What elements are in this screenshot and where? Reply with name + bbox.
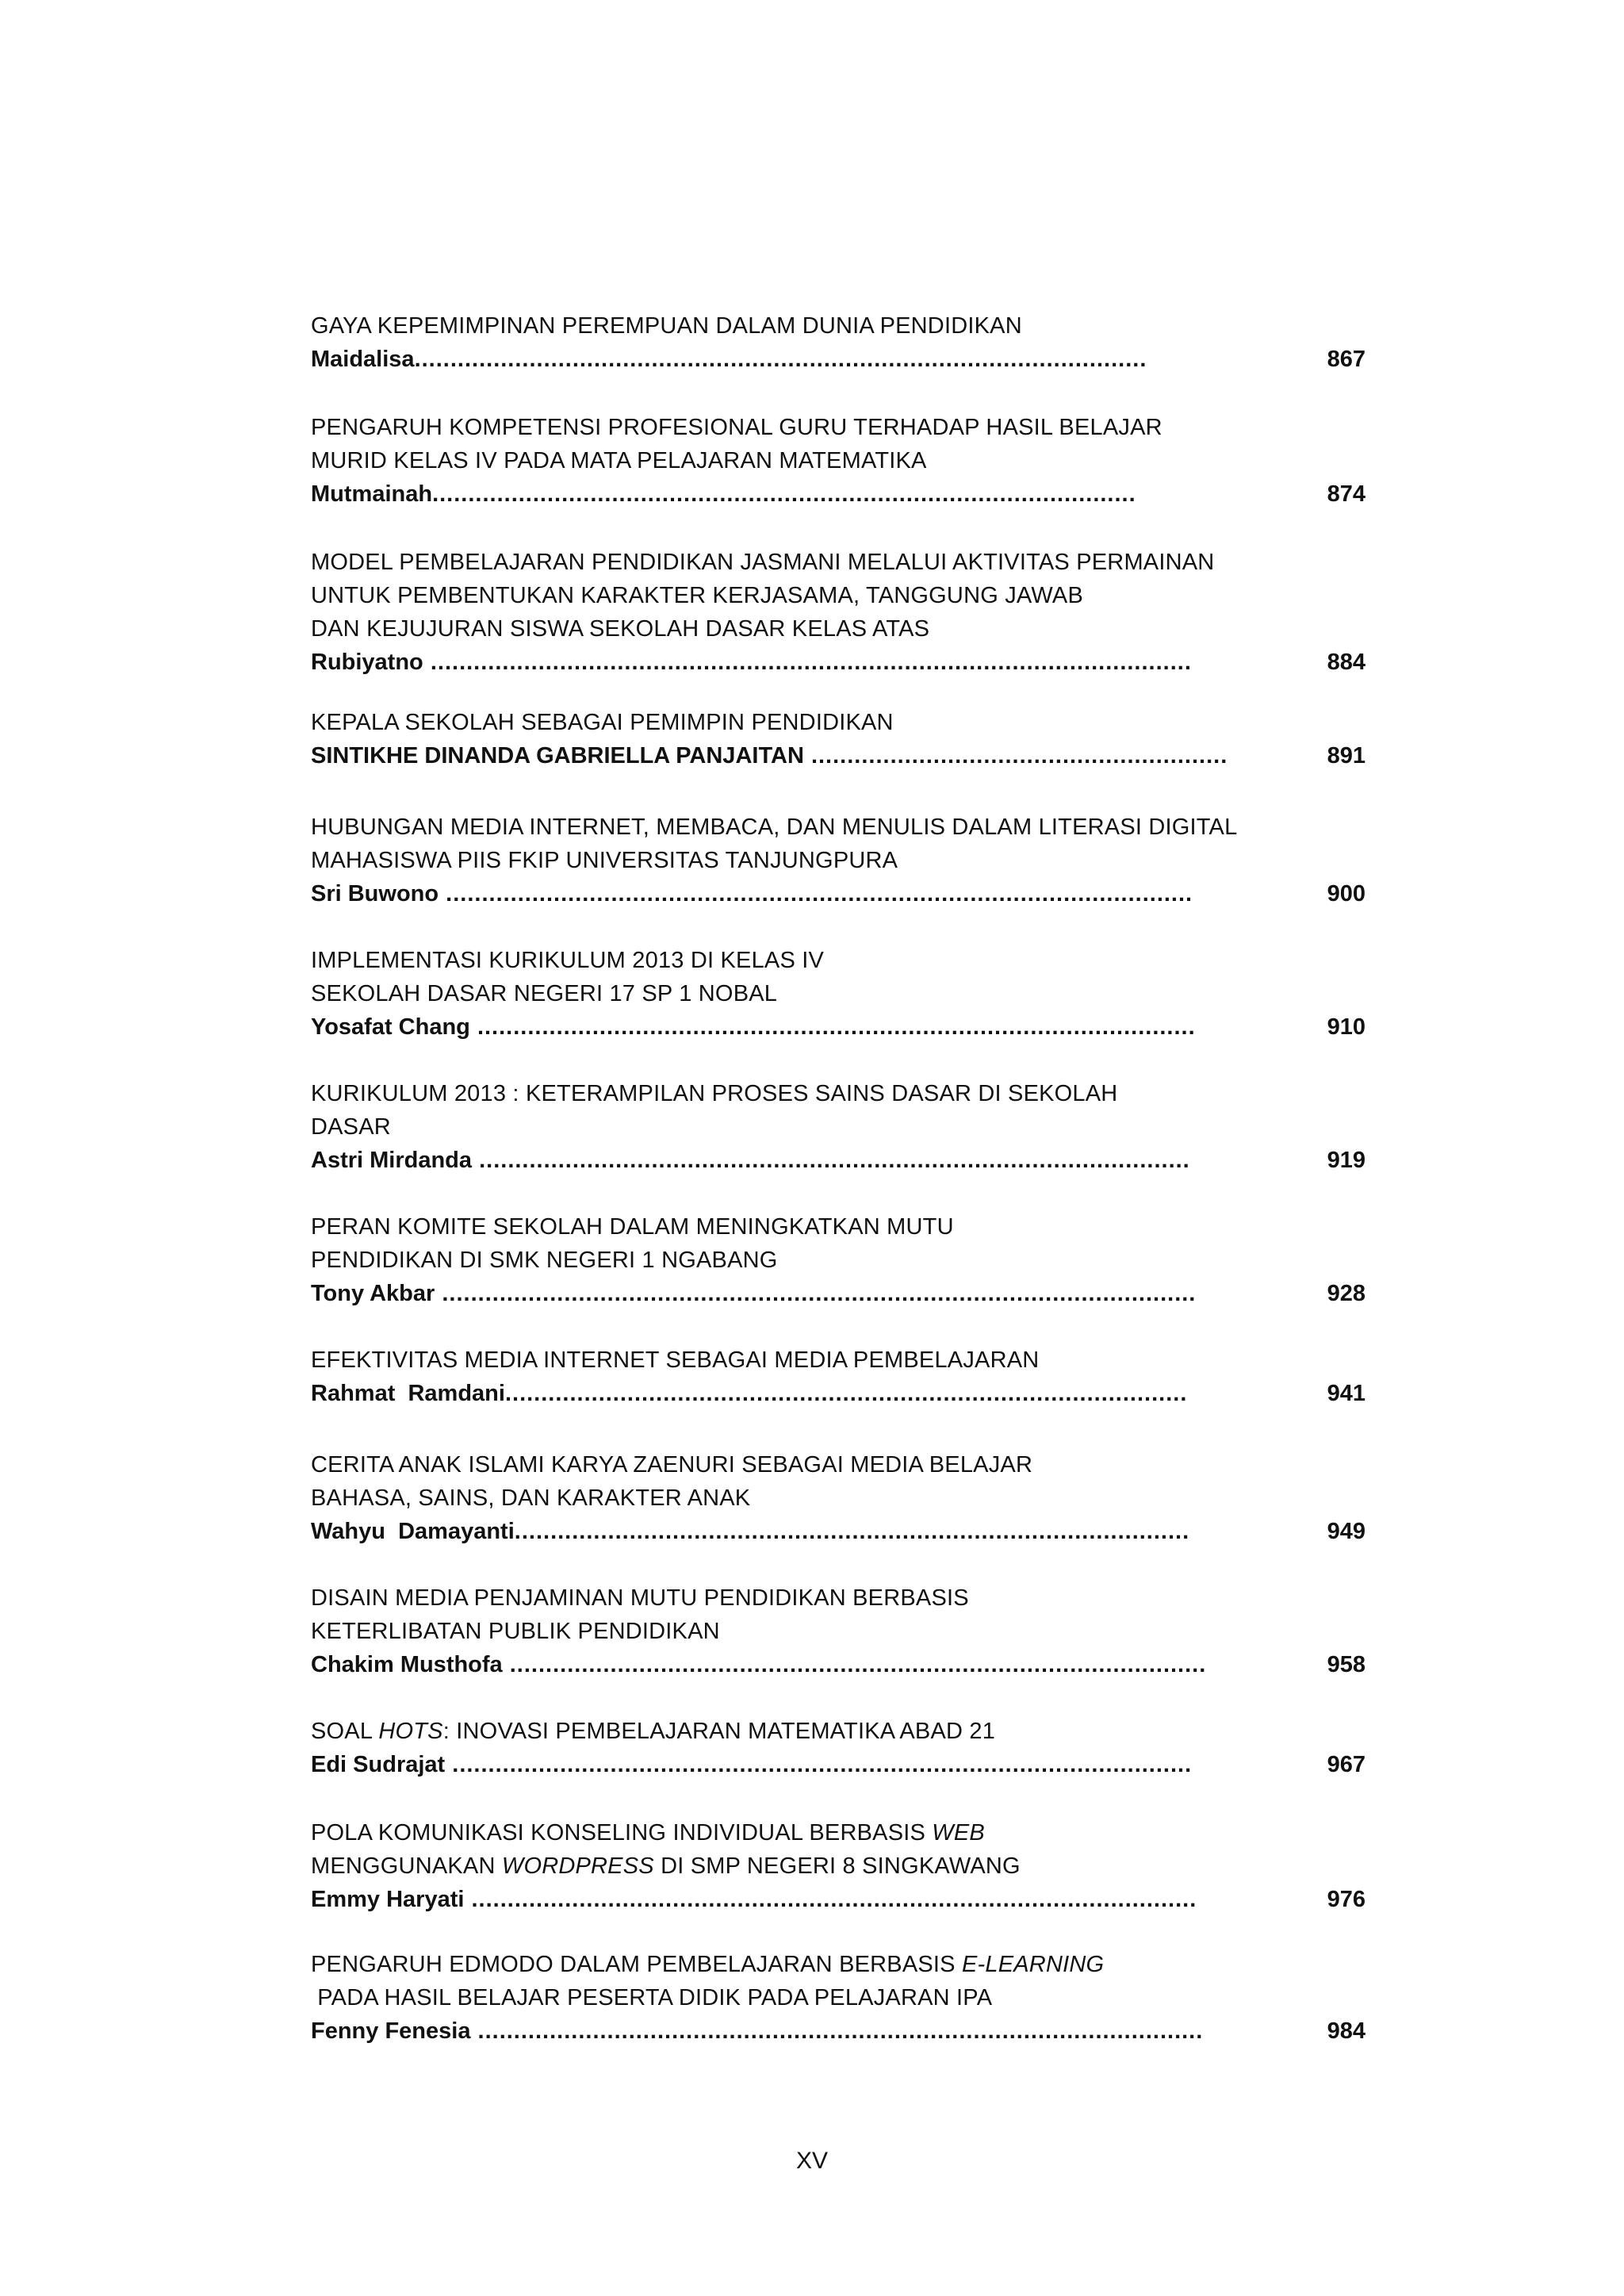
entry-page-number: 874 <box>1327 481 1365 507</box>
toc-entry <box>311 309 1365 376</box>
toc-entry <box>311 1948 1365 2048</box>
entry-title-line: CERITA ANAK ISLAMI KARYA ZAENURI SEBAGAI MEDIA BELAJAR <box>311 1452 1033 1478</box>
toc-entry <box>311 1581 1365 1681</box>
toc-entry <box>311 1077 1365 1177</box>
toc-entry <box>311 1448 1365 1548</box>
dot-leader: ................................................................................................. <box>502 1652 1207 1677</box>
entry-page-number: 910 <box>1327 1014 1365 1040</box>
page-footer-number: XV <box>795 2148 829 2174</box>
entry-author: Sri Buwono <box>311 881 439 907</box>
entry-title-line: MAHASISWA PIIS FKIP UNIVERSITAS TANJUNGPURA <box>311 848 898 873</box>
entry-title-line: MODEL PEMBELAJARAN PENDIDIKAN JASMANI MELALUI AKTIVITAS PERMAINAN <box>311 550 1215 575</box>
toc-entry <box>311 1816 1365 1916</box>
entry-page-number: 967 <box>1327 1752 1365 1777</box>
toc-entry <box>311 1210 1365 1310</box>
entry-author-line <box>311 2014 1365 2048</box>
entry-title-line: DAN KEJUJURAN SISWA SEKOLAH DASAR KELAS ATAS <box>311 616 930 642</box>
entry-author: Astri Mirdanda <box>311 1148 473 1173</box>
dot-leader: ......................................................................................................... <box>435 1281 1197 1306</box>
entry-author-line <box>311 1277 1365 1310</box>
entry-page-number: 984 <box>1327 2018 1365 2044</box>
entry-title-line: IMPLEMENTASI KURIKULUM 2013 DI KELAS IV <box>311 948 825 973</box>
entry-title-line: BAHASA, SAINS, DAN KARAKTER ANAK <box>311 1485 751 1511</box>
entry-author: Wahyu Damayanti <box>311 1519 515 1544</box>
entry-page-number: 884 <box>1327 650 1365 675</box>
entry-title-line: DISAIN MEDIA PENJAMINAN MUTU PENDIDIKAN BERBASIS <box>311 1585 969 1611</box>
toc-entry <box>311 1343 1365 1410</box>
entry-page-number: 919 <box>1327 1148 1365 1173</box>
entry-author-line <box>311 739 1365 772</box>
entry-author: Mutmainah <box>311 481 433 507</box>
entry-author: Edi Sudrajat <box>311 1752 446 1777</box>
entry-page-number: 976 <box>1327 1887 1365 1912</box>
entry-author-line <box>311 1377 1365 1410</box>
entry-author-line <box>311 1010 1365 1044</box>
entry-author: Rubiyatno <box>311 650 423 675</box>
dot-leader: .............................................................................................. <box>514 1519 1190 1544</box>
toc-entry <box>311 706 1365 772</box>
entry-title-line: DASAR <box>311 1114 391 1140</box>
entry-title-line: PADA HASIL BELAJAR PESERTA DIDIK PADA PELAJARAN IPA <box>311 1985 993 2010</box>
entry-title-line: PENGARUH KOMPETENSI PROFESIONAL GURU TERHADAP HASIL BELAJAR <box>311 415 1162 440</box>
dot-leader: .......................................................... <box>803 743 1228 769</box>
entry-title-line: SOAL HOTS: INOVASI PEMBELAJARAN MATEMATIKA ABAD 21 <box>311 1719 996 1744</box>
entry-author: Yosafat Chang <box>311 1014 470 1040</box>
entry-title-line: MURID KELAS IV PADA MATA PELAJARAN MATEMATIKA <box>311 448 927 473</box>
dot-leader: .................................................................................................... <box>469 1014 1196 1040</box>
entry-title-line: POLA KOMUNIKASI KONSELING INDIVIDUAL BERBASIS WEB <box>311 1820 985 1846</box>
entry-author-line <box>311 1144 1365 1177</box>
dot-leader: ..................................................................................................... <box>464 1887 1197 1912</box>
entry-title-line: GAYA KEPEMIMPINAN PEREMPUAN DALAM DUNIA PENDIDIKAN <box>311 313 1022 339</box>
toc-entry <box>311 546 1365 679</box>
dot-leader: ..................................................................................................... <box>470 2018 1204 2044</box>
entry-author: Rahmat Ramdani <box>311 1381 505 1406</box>
dot-leader: ........................................................................................................ <box>439 881 1193 907</box>
entry-author-line <box>311 477 1365 511</box>
toc-entry <box>311 944 1365 1044</box>
dot-leader: .......................................................................................................... <box>423 650 1192 675</box>
entry-title-line: PERAN KOMITE SEKOLAH DALAM MENINGKATKAN MUTU <box>311 1214 954 1240</box>
entry-page-number: 867 <box>1327 347 1365 372</box>
entry-author: Chakim Musthofa <box>311 1652 503 1677</box>
entry-title-line: UNTUK PEMBENTUKAN KARAKTER KERJASAMA, TANGGUNG JAWAB <box>311 583 1083 608</box>
entry-page-number: 900 <box>1327 881 1365 907</box>
entry-page-number: 949 <box>1327 1519 1365 1544</box>
toc-entry <box>311 1715 1365 1781</box>
entry-title-line: SEKOLAH DASAR NEGERI 17 SP 1 NOBAL <box>311 981 778 1006</box>
entry-author-line <box>311 1648 1365 1681</box>
entry-author: Maidalisa <box>311 347 415 372</box>
entry-page-number: 958 <box>1327 1652 1365 1677</box>
entry-title-line: MENGGUNAKAN WORDPRESS DI SMP NEGERI 8 SINGKAWANG <box>311 1853 1021 1879</box>
entry-title-line: PENDIDIKAN DI SMK NEGERI 1 NGABANG <box>311 1248 778 1273</box>
entry-author: SINTIKHE DINANDA GABRIELLA PANJAITAN <box>311 743 804 769</box>
entry-author-line <box>311 1883 1365 1916</box>
toc-entry <box>311 411 1365 511</box>
entry-author-line <box>311 1748 1365 1781</box>
entry-title-line: KEPALA SEKOLAH SEBAGAI PEMIMPIN PENDIDIKAN <box>311 710 894 735</box>
entry-title-line: EFEKTIVITAS MEDIA INTERNET SEBAGAI MEDIA PEMBELAJARAN <box>311 1347 1040 1373</box>
entry-author: Emmy Haryati <box>311 1887 465 1912</box>
entry-author: Fenny Fenesia <box>311 2018 471 2044</box>
dot-leader: ............................................................................................... <box>504 1381 1188 1406</box>
dot-leader: ...................................................................................................... <box>414 347 1147 372</box>
dot-leader: ....................................................................................................... <box>445 1752 1193 1777</box>
toc-entry <box>311 811 1365 910</box>
entry-title-line: PENGARUH EDMODO DALAM PEMBELAJARAN BERBASIS E-LEARNING <box>311 1952 1105 1977</box>
entry-title-line: KURIKULUM 2013 : KETERAMPILAN PROSES SAINS DASAR DI SEKOLAH <box>311 1081 1118 1106</box>
entry-title-line: KETERLIBATAN PUBLIK PENDIDIKAN <box>311 1619 720 1644</box>
entry-author-line <box>311 343 1365 376</box>
entry-author-line <box>311 646 1365 679</box>
entry-author-line <box>311 877 1365 910</box>
entry-author: Tony Akbar <box>311 1281 435 1306</box>
entry-page-number: 941 <box>1327 1381 1365 1406</box>
entry-page-number: 928 <box>1327 1281 1365 1306</box>
entry-page-number: 891 <box>1327 743 1365 769</box>
entry-author-line <box>311 1515 1365 1548</box>
dot-leader: .................................................................................................. <box>432 481 1136 507</box>
entry-title-line: HUBUNGAN MEDIA INTERNET, MEMBACA, DAN MENULIS DALAM LITERASI DIGITAL <box>311 815 1238 840</box>
dot-leader: ................................................................................................... <box>472 1148 1190 1173</box>
